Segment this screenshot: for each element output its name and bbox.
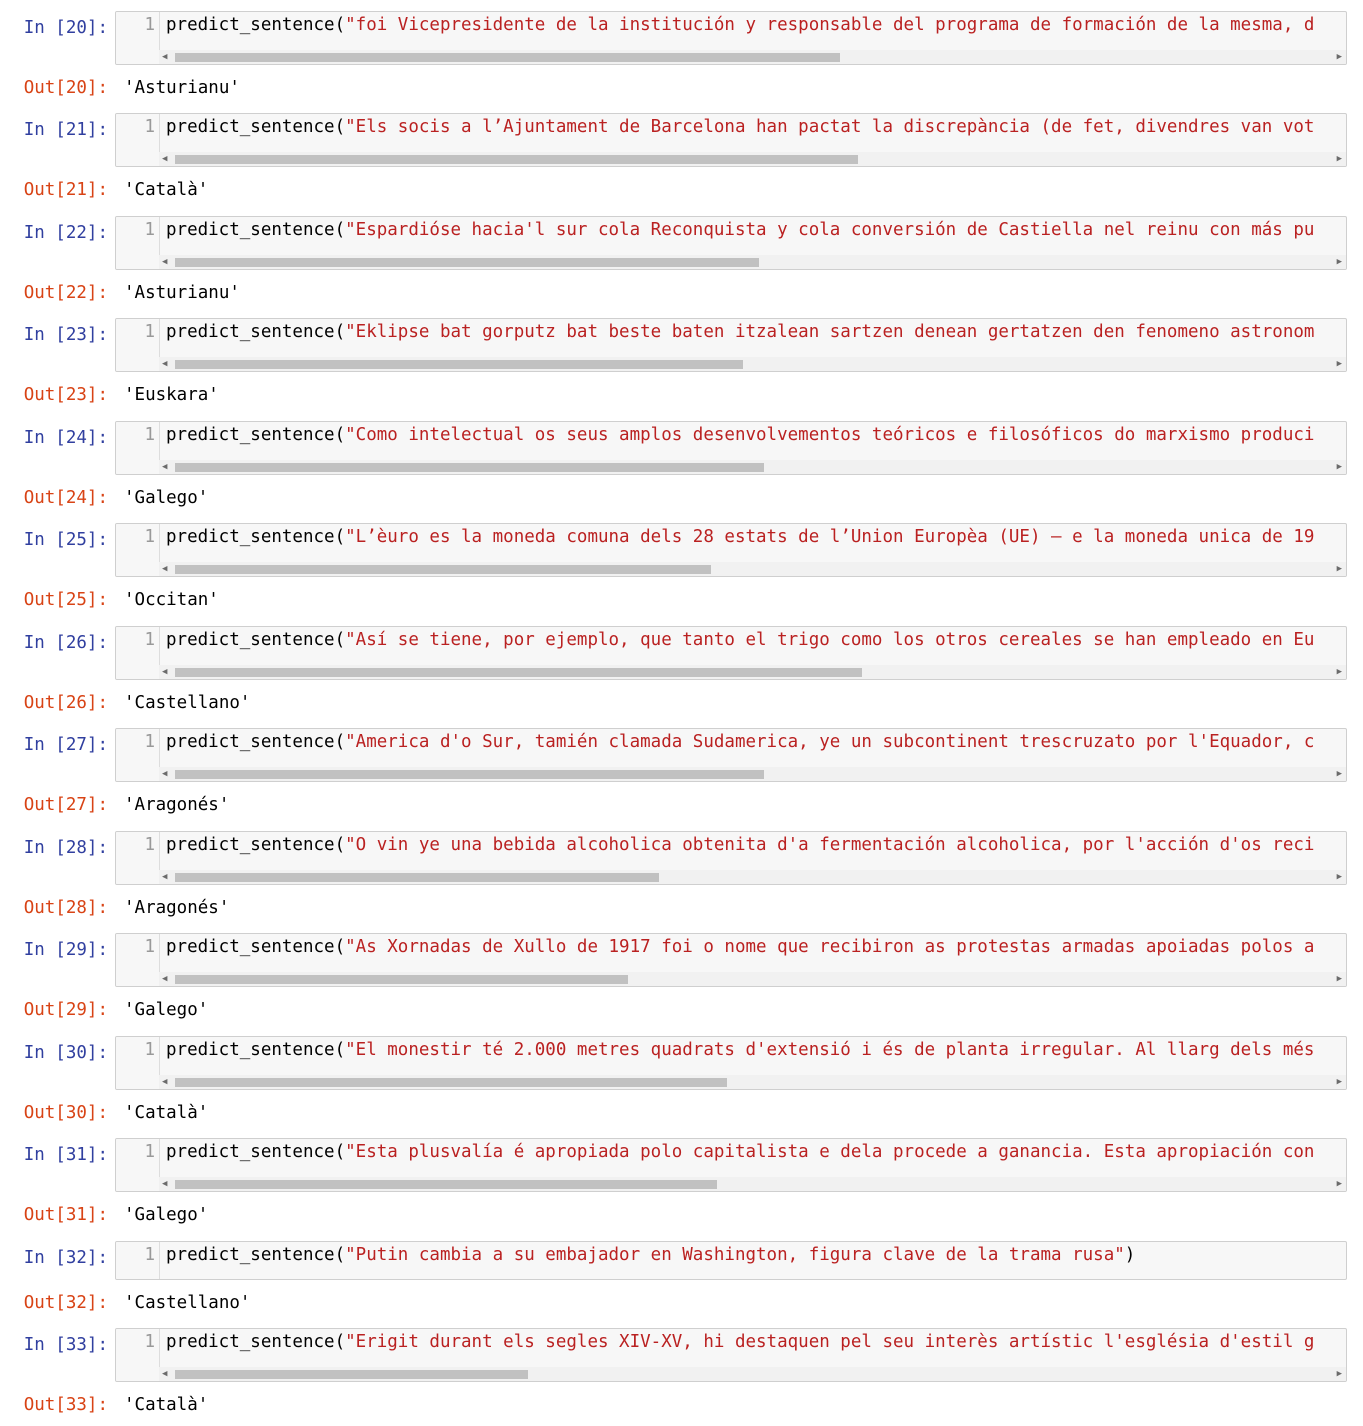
code-input-area[interactable] <box>115 1138 1347 1192</box>
string-argument: "America d'o Sur, tamién clamada Sudamerica, ye un subcontinent trescruzato por l'Equador, c <box>345 732 1315 752</box>
scroll-right-arrow-icon[interactable]: ▶ <box>1336 667 1342 677</box>
scrollbar-thumb[interactable] <box>175 873 659 882</box>
output-prompt: Out[33]: <box>23 1395 108 1415</box>
string-argument: "foi Vicepresidente de la institución y responsable del programa de formación de la mesma, d <box>345 15 1315 35</box>
code-line[interactable] <box>166 835 1346 855</box>
scroll-left-arrow-icon[interactable]: ◀ <box>162 872 168 882</box>
output-prompt: Out[21]: <box>23 180 108 200</box>
input-prompt: In [20]: <box>23 18 108 38</box>
output-prompt: Out[28]: <box>23 898 108 918</box>
code-line[interactable] <box>166 15 1346 35</box>
scroll-right-arrow-icon[interactable]: ▶ <box>1336 1369 1342 1379</box>
scrollbar-thumb[interactable] <box>175 1370 528 1379</box>
code-input-area[interactable] <box>115 831 1347 885</box>
code-line[interactable] <box>166 1040 1346 1060</box>
horizontal-scrollbar[interactable] <box>159 562 1346 576</box>
function-call: predict_sentence( <box>166 1245 346 1265</box>
function-call: predict_sentence( <box>166 630 346 650</box>
code-input-area[interactable] <box>115 318 1347 372</box>
code-line[interactable] <box>166 322 1346 342</box>
string-argument: "As Xornadas de Xullo de 1917 foi o nome que recibiron as protestas armadas apoiadas polos a <box>345 937 1315 957</box>
scroll-left-arrow-icon[interactable]: ◀ <box>162 1179 168 1189</box>
scrollbar-thumb[interactable] <box>175 770 764 779</box>
scrollbar-thumb[interactable] <box>175 463 764 472</box>
line-number-gutter <box>116 627 160 679</box>
string-argument: "Esta plusvalía é apropiada polo capitalista e dela procede a ganancia. Esta apropiación con <box>345 1142 1315 1162</box>
horizontal-scrollbar[interactable] <box>159 1177 1346 1191</box>
line-number: 1 <box>144 15 155 35</box>
horizontal-scrollbar[interactable] <box>159 357 1346 371</box>
code-line[interactable] <box>166 732 1346 752</box>
input-prompt: In [31]: <box>23 1145 108 1165</box>
output-prompt: Out[29]: <box>23 1000 108 1020</box>
scroll-right-arrow-icon[interactable]: ▶ <box>1336 52 1342 62</box>
scroll-right-arrow-icon[interactable]: ▶ <box>1336 974 1342 984</box>
output-value: 'Català' <box>124 1103 209 1123</box>
function-call: predict_sentence( <box>166 1040 346 1060</box>
line-number-gutter <box>116 524 160 576</box>
scrollbar-thumb[interactable] <box>175 53 840 62</box>
line-number: 1 <box>144 1142 155 1162</box>
scrollbar-thumb[interactable] <box>175 975 628 984</box>
line-number-gutter <box>116 12 160 64</box>
line-number-gutter <box>116 832 160 884</box>
string-argument: "O vin ye una bebida alcoholica obtenita d'a fermentación alcoholica, por l'acción d'os reci <box>345 835 1315 855</box>
function-call: predict_sentence( <box>166 732 346 752</box>
line-number: 1 <box>144 220 155 240</box>
output-value: 'Galego' <box>124 488 209 508</box>
code-input-area[interactable] <box>115 421 1347 475</box>
string-argument: "Putin cambia a su embajador en Washington, figura clave de la trama rusa" <box>345 1245 1125 1265</box>
input-prompt: In [24]: <box>23 428 108 448</box>
string-argument: "Els socis a l’Ajuntament de Barcelona han pactat la discrepància (de fet, divendres van vot <box>345 117 1315 137</box>
input-prompt: In [27]: <box>23 735 108 755</box>
horizontal-scrollbar[interactable] <box>159 767 1346 781</box>
function-call: predict_sentence( <box>166 835 346 855</box>
string-argument: "L’èuro es la moneda comuna dels 28 estats de l’Union Europèa (UE) — e la moneda unica de 19 <box>345 527 1315 547</box>
output-prompt: Out[24]: <box>23 488 108 508</box>
output-value: 'Galego' <box>124 1205 209 1225</box>
function-call: predict_sentence( <box>166 527 346 547</box>
code-input-area[interactable] <box>115 1241 1347 1280</box>
output-prompt: Out[22]: <box>23 283 108 303</box>
line-number-gutter <box>116 934 160 986</box>
output-value: 'Català' <box>124 180 209 200</box>
output-prompt: Out[31]: <box>23 1205 108 1225</box>
function-call: predict_sentence( <box>166 937 346 957</box>
horizontal-scrollbar[interactable] <box>159 972 1346 986</box>
scrollbar-thumb[interactable] <box>175 258 759 267</box>
scroll-left-arrow-icon[interactable]: ◀ <box>162 769 168 779</box>
output-value: 'Aragonés' <box>124 898 230 918</box>
input-prompt: In [29]: <box>23 940 108 960</box>
output-prompt: Out[25]: <box>23 590 108 610</box>
input-prompt: In [26]: <box>23 633 108 653</box>
line-number: 1 <box>144 732 155 752</box>
code-input-area[interactable] <box>115 728 1347 782</box>
code-input-area[interactable] <box>115 113 1347 167</box>
scrollbar-thumb[interactable] <box>175 1078 727 1087</box>
line-number: 1 <box>144 630 155 650</box>
line-number: 1 <box>144 117 155 137</box>
output-prompt: Out[26]: <box>23 693 108 713</box>
horizontal-scrollbar[interactable] <box>159 255 1346 269</box>
scroll-right-arrow-icon[interactable]: ▶ <box>1336 564 1342 574</box>
scrollbar-thumb[interactable] <box>175 565 711 574</box>
code-input-area[interactable] <box>115 11 1347 65</box>
string-argument: "El monestir té 2.000 metres quadrats d'extensió i és de planta irregular. Al llarg dels més <box>345 1040 1315 1060</box>
code-line[interactable] <box>166 630 1346 650</box>
horizontal-scrollbar[interactable] <box>159 152 1346 166</box>
output-prompt: Out[30]: <box>23 1103 108 1123</box>
code-input-area[interactable] <box>115 1328 1347 1382</box>
scroll-right-arrow-icon[interactable]: ▶ <box>1336 1179 1342 1189</box>
line-number-gutter <box>116 1037 160 1089</box>
string-argument: "Eklipse bat gorputz bat beste baten itzalean sartzen denean gertatzen den fenomeno astronom <box>345 322 1315 342</box>
horizontal-scrollbar[interactable] <box>159 50 1346 64</box>
code-line[interactable] <box>166 1332 1346 1352</box>
horizontal-scrollbar[interactable] <box>159 1075 1346 1089</box>
output-value: 'Euskara' <box>124 385 219 405</box>
function-call: predict_sentence( <box>166 425 346 445</box>
input-prompt: In [32]: <box>23 1248 108 1268</box>
horizontal-scrollbar[interactable] <box>159 1367 1346 1381</box>
scroll-left-arrow-icon[interactable]: ◀ <box>162 52 168 62</box>
closing-paren: ) <box>1124 1245 1136 1265</box>
output-value: 'Aragonés' <box>124 795 230 815</box>
scroll-right-arrow-icon[interactable]: ▶ <box>1336 257 1342 267</box>
line-number-gutter <box>116 319 160 371</box>
code-line[interactable] <box>166 220 1346 240</box>
function-call: predict_sentence( <box>166 1142 346 1162</box>
line-number: 1 <box>144 1040 155 1060</box>
scroll-left-arrow-icon[interactable]: ◀ <box>162 1077 168 1087</box>
output-value: 'Català' <box>124 1395 209 1415</box>
scroll-left-arrow-icon[interactable]: ◀ <box>162 564 168 574</box>
function-call: predict_sentence( <box>166 15 346 35</box>
input-prompt: In [22]: <box>23 223 108 243</box>
code-line[interactable] <box>166 425 1346 445</box>
input-prompt: In [30]: <box>23 1043 108 1063</box>
line-number-gutter <box>116 114 160 166</box>
input-prompt: In [23]: <box>23 325 108 345</box>
line-number-gutter <box>116 422 160 474</box>
output-prompt: Out[27]: <box>23 795 108 815</box>
scroll-right-arrow-icon[interactable]: ▶ <box>1336 462 1342 472</box>
output-value: 'Castellano' <box>124 693 251 713</box>
line-number-gutter <box>116 1139 160 1191</box>
output-value: 'Castellano' <box>124 1293 251 1313</box>
output-value: 'Asturianu' <box>124 283 240 303</box>
line-number: 1 <box>144 937 155 957</box>
scrollbar-thumb[interactable] <box>175 668 862 677</box>
code-line[interactable] <box>166 1142 1346 1162</box>
code-input-area[interactable] <box>115 626 1347 680</box>
line-number: 1 <box>144 1332 155 1352</box>
line-number-gutter <box>116 1242 160 1279</box>
string-argument: "Erigit durant els segles XIV-XV, hi destaquen pel seu interès artístic l'església d'estil g <box>345 1332 1315 1352</box>
code-input-area[interactable] <box>115 216 1347 270</box>
scrollbar-thumb[interactable] <box>175 155 858 164</box>
scroll-left-arrow-icon[interactable]: ◀ <box>162 257 168 267</box>
output-value: 'Galego' <box>124 1000 209 1020</box>
input-prompt: In [33]: <box>23 1335 108 1355</box>
scroll-right-arrow-icon[interactable]: ▶ <box>1336 359 1342 369</box>
line-number-gutter <box>116 1329 160 1381</box>
horizontal-scrollbar[interactable] <box>159 460 1346 474</box>
function-call: predict_sentence( <box>166 322 346 342</box>
scrollbar-thumb[interactable] <box>175 1180 717 1189</box>
output-value: 'Occitan' <box>124 590 219 610</box>
output-value: 'Asturianu' <box>124 78 240 98</box>
input-prompt: In [21]: <box>23 120 108 140</box>
scroll-left-arrow-icon[interactable]: ◀ <box>162 359 168 369</box>
input-prompt: In [28]: <box>23 838 108 858</box>
function-call: predict_sentence( <box>166 220 346 240</box>
input-prompt: In [25]: <box>23 530 108 550</box>
line-number-gutter <box>116 729 160 781</box>
line-number: 1 <box>144 425 155 445</box>
code-line[interactable] <box>166 937 1346 957</box>
code-input-area[interactable] <box>115 933 1347 987</box>
code-line[interactable] <box>166 1245 1346 1265</box>
horizontal-scrollbar[interactable] <box>159 870 1346 884</box>
scroll-right-arrow-icon[interactable]: ▶ <box>1336 1077 1342 1087</box>
scroll-left-arrow-icon[interactable]: ◀ <box>162 974 168 984</box>
scroll-right-arrow-icon[interactable]: ▶ <box>1336 154 1342 164</box>
scroll-right-arrow-icon[interactable]: ▶ <box>1336 769 1342 779</box>
line-number: 1 <box>144 322 155 342</box>
scroll-right-arrow-icon[interactable]: ▶ <box>1336 872 1342 882</box>
horizontal-scrollbar[interactable] <box>159 665 1346 679</box>
string-argument: "Espardióse hacia'l sur cola Reconquista y cola conversión de Castiella nel reinu con más pu <box>345 220 1315 240</box>
output-prompt: Out[32]: <box>23 1293 108 1313</box>
code-line[interactable] <box>166 117 1346 137</box>
string-argument: "Así se tiene, por ejemplo, que tanto el trigo como los otros cereales se han empleado en Eu <box>345 630 1315 650</box>
function-call: predict_sentence( <box>166 1332 346 1352</box>
line-number-gutter <box>116 217 160 269</box>
scroll-left-arrow-icon[interactable]: ◀ <box>162 462 168 472</box>
code-input-area[interactable] <box>115 1036 1347 1090</box>
line-number: 1 <box>144 527 155 547</box>
code-input-area[interactable] <box>115 523 1347 577</box>
scroll-left-arrow-icon[interactable]: ◀ <box>162 1369 168 1379</box>
scroll-left-arrow-icon[interactable]: ◀ <box>162 154 168 164</box>
function-call: predict_sentence( <box>166 117 346 137</box>
output-prompt: Out[23]: <box>23 385 108 405</box>
string-argument: "Como intelectual os seus amplos desenvolvementos teóricos e filosóficos do marxismo produci <box>345 425 1315 445</box>
output-prompt: Out[20]: <box>23 78 108 98</box>
scroll-left-arrow-icon[interactable]: ◀ <box>162 667 168 677</box>
code-line[interactable] <box>166 527 1346 547</box>
line-number: 1 <box>144 1245 155 1265</box>
line-number: 1 <box>144 835 155 855</box>
scrollbar-thumb[interactable] <box>175 360 743 369</box>
